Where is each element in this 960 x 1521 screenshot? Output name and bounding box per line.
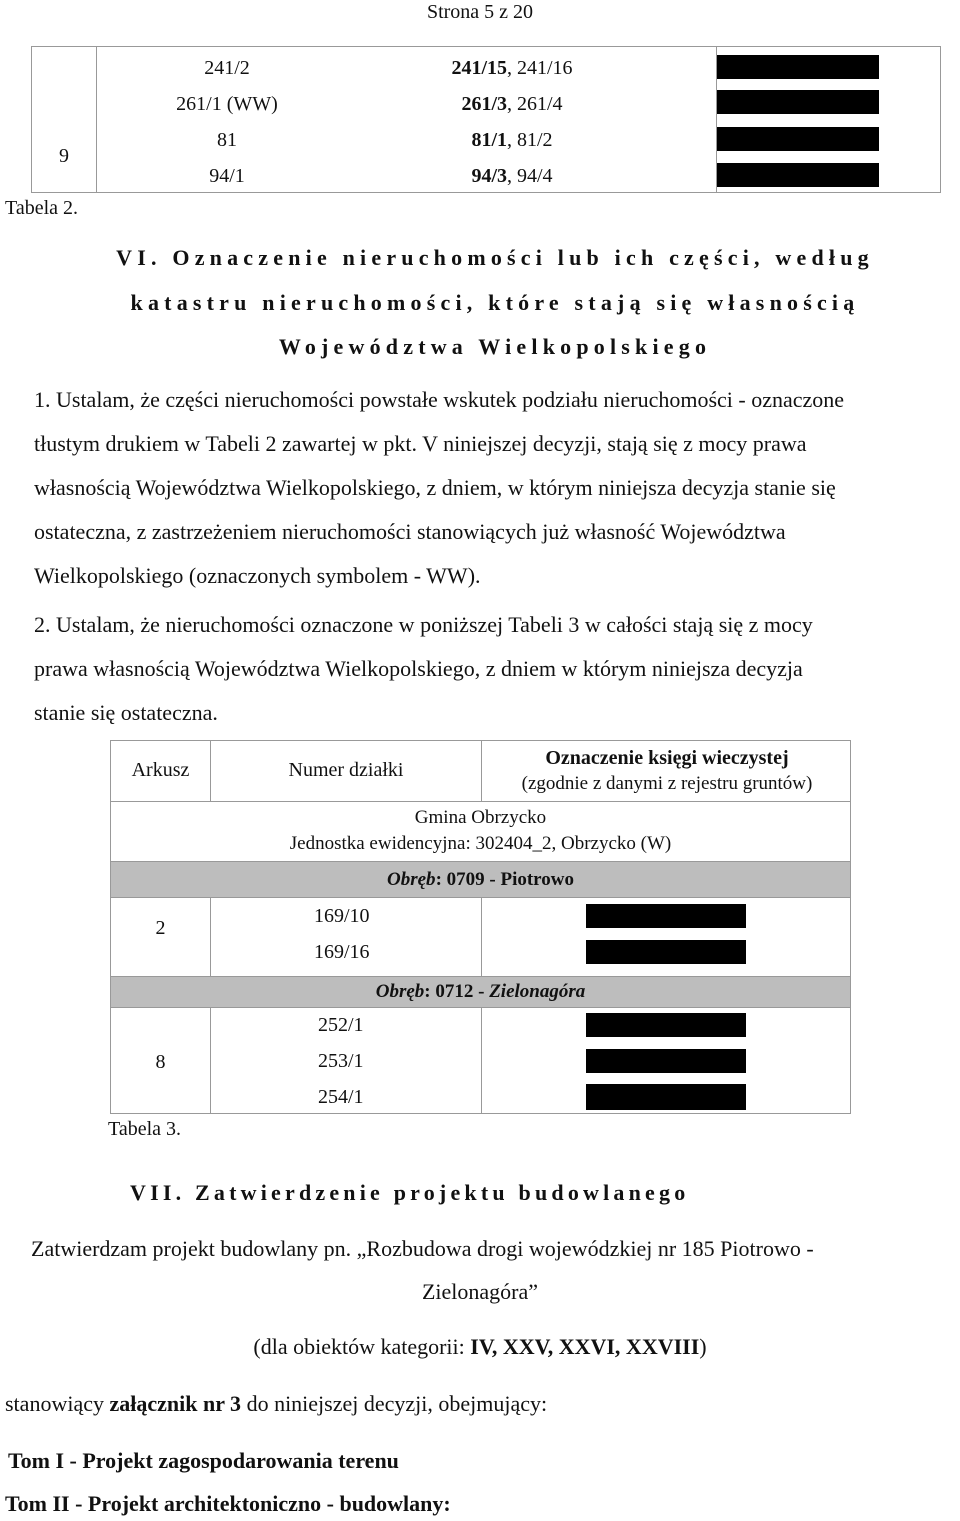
redaction-bar [586,1084,746,1110]
section-6-heading-line-2: katastru nieruchomości, które stają się własnością [130,290,860,315]
tom-1: Tom I - Projekt zagospodarowania terenu [8,1448,399,1473]
table-2-caption: Tabela 2. [5,197,79,219]
divider [111,801,850,802]
table-3 [110,740,851,1114]
paragraph-line: własnością Województwa Wielkopolskiego, z dniem, w którym niniejsza decyzja stanie się [34,475,836,500]
tom-2: Tom II - Projekt architektoniczno - budowlany: [5,1491,451,1516]
table-2 [31,46,941,193]
redaction-bar [586,1013,746,1037]
paragraph-line: Wielkopolskiego (oznaczonych symbolem - WW). [34,563,481,588]
jednostka-ewidencyjna: Jednostka ewidencyjna: 302404_2, Obrzycko (W) [289,833,672,854]
table-2-lp: 9 [59,145,69,167]
divider [481,1008,482,1114]
parcel-before: 261/1 (WW) [176,93,278,115]
table-2-lp-cell [32,47,97,192]
parcel-before: 241/2 [204,57,250,79]
parcel-after: 241/15, 241/16 [451,57,573,79]
page-header: Strona 5 z 20 [426,1,534,23]
divider [210,1008,211,1114]
parcel-after: 94/3, 94/4 [471,165,553,187]
redaction-bar [717,127,879,151]
approval-line-1: Zatwierdzam projekt budowlany pn. „Rozbudowa drogi wojewódzkiej nr 185 Piotrowo - [31,1236,814,1261]
header-ksiega-sub: (zgodnie z danymi z rejestru gruntów) [521,773,813,794]
attachment-line: stanowiący załącznik nr 3 do niniejszej decyzji, obejmujący: [5,1391,548,1416]
paragraph-line: prawa własnością Województwa Wielkopolskiego, z dniem w którym niniejsza decyzja [34,656,803,681]
obreb-row-zielonagora: Obręb: 0712 - Zielonagóra [111,977,850,1007]
redaction-bar [586,904,746,928]
paragraph-line: 1. Ustalam, że części nieruchomości powstałe wskutek podziału nieruchomości - oznaczone [34,387,845,412]
header-arkusz: Arkusz [131,759,190,781]
paragraph-line: stanie się ostateczna. [34,700,218,725]
section-6-heading-line-1: VI. Oznaczenie nieruchomości lub ich części, według [116,245,874,270]
parcel-number: 254/1 [318,1086,364,1108]
obreb-row-piotrowo: Obręb: 0709 - Piotrowo [111,862,850,897]
divider [481,741,482,801]
gmina-name: Gmina Obrzycko [414,807,547,828]
redaction-bar [717,55,879,79]
table-3-caption: Tabela 3. [108,1118,182,1140]
section-7-heading: VII. Zatwierdzenie projektu budowlanego [130,1180,690,1205]
parcel-number: 169/10 [314,905,370,927]
divider [481,898,482,976]
redaction-bar [717,163,879,187]
categories-line: (dla obiektów kategorii: IV, XXV, XXVI, XXVIII) [253,1334,707,1359]
arkusz-value: 2 [155,917,166,939]
parcel-before: 81 [217,129,237,151]
redaction-bar [586,1049,746,1073]
parcel-number: 253/1 [318,1050,364,1072]
header-numer-dzialki: Numer działki [288,759,404,781]
parcel-after: 81/1, 81/2 [471,129,553,151]
parcel-after: 261/3, 261/4 [461,93,563,115]
parcel-number: 252/1 [318,1014,364,1036]
approval-line-2: Zielonagóra” [421,1279,539,1304]
parcel-number: 169/16 [314,941,370,963]
redaction-bar [586,940,746,964]
section-6-heading-line-3: Województwa Wielkopolskiego [278,334,712,359]
header-ksiega-title: Oznaczenie księgi wieczystej [545,747,789,769]
arkusz-value: 8 [155,1051,166,1073]
paragraph-line: tłustym drukiem w Tabeli 2 zawartej w pkt. V niniejszej decyzji, stają się z mocy prawa [34,431,807,456]
parcel-before: 94/1 [209,165,245,187]
divider [210,898,211,976]
paragraph-line: 2. Ustalam, że nieruchomości oznaczone w poniższej Tabeli 3 w całości stają się z mocy [34,612,813,637]
redaction-bar [717,90,879,114]
paragraph-line: ostateczna, z zastrzeżeniem nieruchomości stanowiących już własność Województwa [34,519,786,544]
divider [210,741,211,801]
